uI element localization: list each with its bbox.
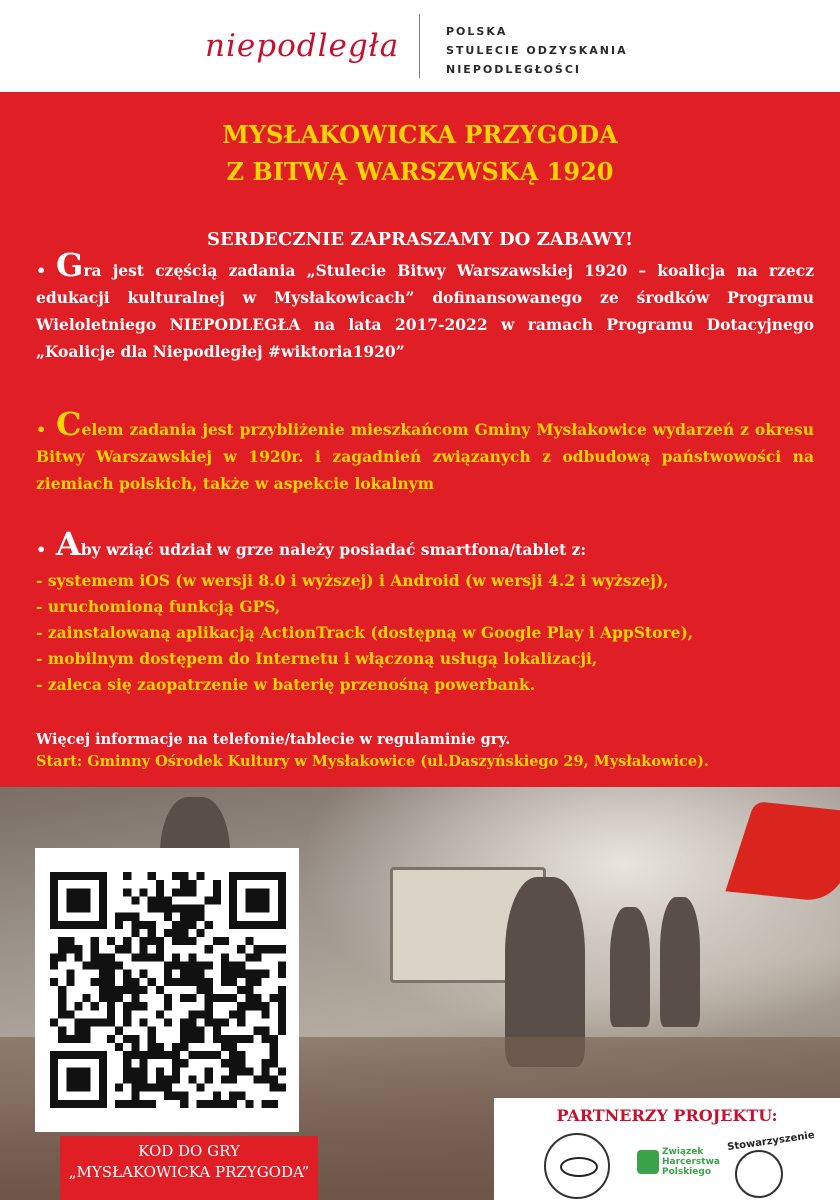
- zhp-logo-text: [662, 1147, 720, 1177]
- bullet-icon: •: [36, 261, 47, 280]
- drop-cap: C: [56, 405, 82, 443]
- game-code-name: „MYSŁAKOWICKA PRZYGODA”: [68, 1163, 310, 1181]
- association-logo-text: Stowarzyszenie: [726, 1129, 816, 1154]
- logo-caption: [446, 22, 628, 79]
- title-line-2: Z BITWĄ WARSZWSKĄ 1920: [226, 157, 614, 186]
- list-item: - systemem iOS (w wersji 8.0 i wyższej) i Android (w wersji 4.2 i wyższej),: [36, 571, 669, 590]
- paragraph-text: ra jest częścią zadania „Stulecie Bitwy Warszawskiej 1920 – koalicja na rzecz edukacji kulturalnej w Mysłakowicach” dofinansowanego ze środków Programu Wieloletniego NIEPODLEGŁA na lata 2017-2022 w ramach Programu Dotacyjnego „Koalicje dla Niepodległej #wiktoria1920”: [36, 261, 814, 361]
- partners-section: [494, 1098, 840, 1200]
- bullet-icon: •: [36, 540, 47, 559]
- more-info: Więcej informacje na telefonie/tablecie w regulaminie gry.: [36, 731, 511, 748]
- soldier-figure: [610, 907, 650, 1027]
- list-item: - zaleca się zaopatrzenie w baterię przenośną powerbank.: [36, 675, 536, 694]
- qr-code-card[interactable]: [35, 848, 299, 1132]
- subtitle: SERDECZNIE ZAPRASZAMY DO ZABAWY!: [207, 229, 633, 250]
- niepodlegla-logo: niepodległa: [205, 28, 400, 64]
- drop-cap: A: [56, 525, 81, 563]
- zhp-logo-line: Związek: [662, 1147, 704, 1157]
- list-item: - zainstalowaną aplikacją ActionTrack (dostępną w Google Play i AppStore),: [36, 623, 694, 642]
- zhp-logo-line: Harcerstwa: [662, 1157, 720, 1167]
- paragraph-intro: [36, 246, 814, 365]
- association-emblem-icon: [735, 1150, 783, 1198]
- requirements-list: [36, 568, 693, 698]
- logo-divider: [419, 14, 420, 78]
- page-title: [0, 116, 840, 190]
- list-item: - mobilnym dostępem do Internetu i włączoną usługą lokalizacji,: [36, 649, 598, 668]
- logo-caption-line: STULECIE ODZYSKANIA: [446, 44, 628, 57]
- start-location: Start: Gminny Ośrodek Kultury w Mysłakowice (ul.Daszyńskiego 29, Mysłakowice).: [36, 753, 709, 770]
- zhp-logo: [637, 1146, 720, 1178]
- game-code-box: [60, 1136, 318, 1200]
- paragraph-requirements-intro: [36, 525, 814, 563]
- paragraph-goal: [36, 405, 814, 497]
- drop-cap: G: [56, 246, 84, 284]
- list-item: - uruchomioną funkcją GPS,: [36, 597, 281, 616]
- logo-caption-line: POLSKA: [446, 25, 508, 38]
- game-code-label: KOD DO GRY: [138, 1142, 240, 1160]
- eye-icon: [560, 1157, 598, 1177]
- zhp-logo-line: Polskiego: [662, 1167, 712, 1177]
- soldier-figure: [660, 897, 700, 1027]
- paragraph-text: by wziąć udział w grze należy posiadać smartfona/tablet z:: [80, 540, 587, 559]
- partners-title: PARTNERZY PROJEKTU:: [556, 1106, 778, 1125]
- qr-code[interactable]: [50, 872, 286, 1108]
- header: [0, 0, 840, 92]
- gok-logo: [544, 1133, 610, 1199]
- bullet-icon: •: [36, 420, 47, 439]
- paragraph-text: elem zadania jest przybliżenie mieszkańcom Gminy Mysłakowice wydarzeń z okresu Bitwy Warszawskiej w 1920r. i zagadnień związanych z odbudową państwowości na ziemiach polskich, także w aspekcie lokalnym: [36, 420, 814, 493]
- zhp-mark-icon: [637, 1150, 659, 1174]
- title-line-1: MYSŁAKOWICKA PRZYGODA: [222, 120, 618, 149]
- senior-association-logo: [726, 1129, 816, 1196]
- logo-caption-line: NIEPODLEGŁOŚCI: [446, 63, 582, 76]
